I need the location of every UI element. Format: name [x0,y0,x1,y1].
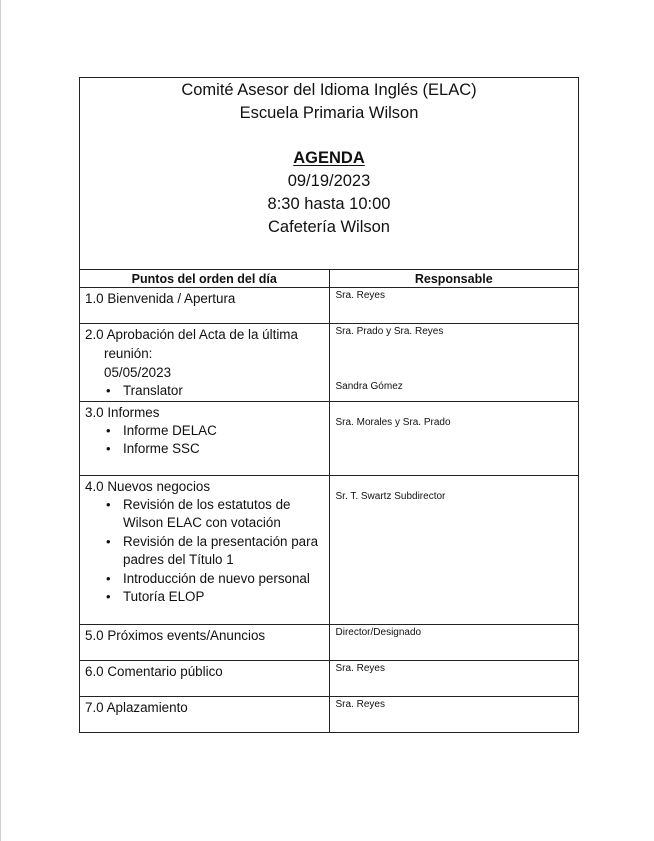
agenda-item [80,661,329,681]
item-title: 4.0 Nuevos negocios [85,478,211,494]
table-header-row [80,270,578,288]
committee-title: Comité Asesor del Idioma Inglés (ELAC) [181,81,477,99]
school-name: Escuela Primaria Wilson [239,104,419,122]
item-bullet-list [85,382,325,401]
responsible-cell [329,696,578,732]
list-item: • Revisión de la presentación para padres del Título 1 [85,533,325,570]
item-title: 6.0 Comentario público [85,663,223,679]
meeting-date: 09/19/2023 [287,172,371,190]
item-date: 05/05/2023 [104,365,172,380]
list-item: • Introducción de nuevo personal [85,570,325,589]
meeting-time: 8:30 hasta 10:00 [267,195,391,213]
agenda-item [80,402,329,459]
responsible-cell [329,475,578,624]
responsible-name: Sra. Reyes [335,698,385,710]
table-row [80,324,578,402]
table-row [80,475,578,624]
agenda-document [79,77,579,733]
responsible-cell [329,324,578,402]
agenda-item [80,288,329,308]
agenda-header [80,78,578,270]
list-item: • Translator [85,382,325,401]
item-title: 1.0 Bienvenida / Apertura [85,291,236,306]
responsible-name: Sra. Reyes [335,290,385,301]
item-bullet-list [85,496,325,607]
responsible-cell [329,660,578,696]
page-edge [0,0,1,841]
responsible-name-translator: Sandra Gómez [335,381,403,392]
agenda-table [80,270,578,732]
item-bullet-list [85,422,325,459]
list-item: • Informe SSC [85,440,325,459]
responsible-name: Sra. Morales y Sra. Prado [335,416,451,428]
responsible-name: Sra. Reyes [335,662,385,674]
item-title: 3.0 Informes [85,404,160,420]
list-item: • Tutoría ELOP [85,588,325,607]
responsible-cell [329,624,578,660]
meeting-location: Cafetería Wilson [268,218,390,236]
responsible-cell [329,401,578,475]
responsible-name: Director/Designado [335,626,422,638]
table-row [80,624,578,660]
agenda-item [80,324,329,401]
column-header-responsible: Responsable [329,270,578,288]
table-row [80,696,578,732]
item-title-continued: reunión: [104,346,153,361]
list-item: • Revisión de los estatutos de Wilson ELAC con votación [85,496,325,533]
column-header-items: Puntos del orden del día [80,270,329,288]
responsible-name: Sra. Prado y Sra. Reyes [335,326,444,337]
item-title: 2.0 Aprobación del Acta de la última [85,327,298,342]
list-item: • Informe DELAC [85,422,325,441]
responsible-cell [329,288,578,324]
item-title: 5.0 Próximos events/Anuncios [85,627,266,643]
responsible-name: Sr. T. Swartz Subdirector [335,490,446,502]
table-row [80,660,578,696]
item-title: 7.0 Aplazamiento [85,699,188,715]
agenda-label: AGENDA [293,149,365,167]
agenda-item [80,476,329,607]
table-row [80,288,578,324]
agenda-item [80,697,329,717]
table-row [80,401,578,475]
agenda-item [80,625,329,645]
